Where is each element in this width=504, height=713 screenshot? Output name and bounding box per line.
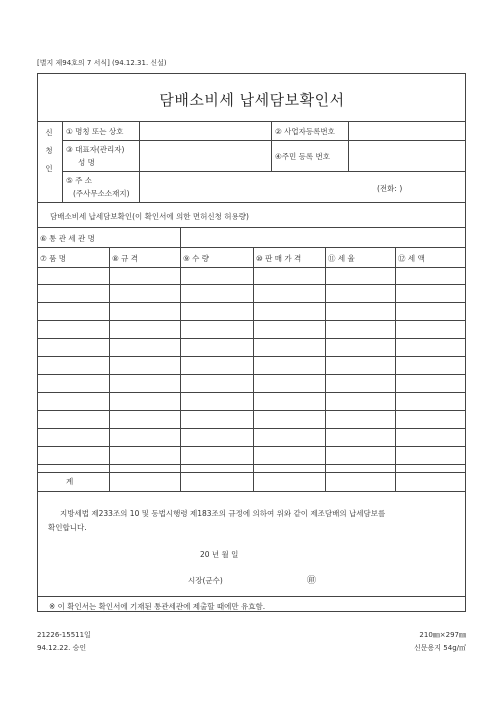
header-tax-rate: ⑪ 세 율 xyxy=(328,254,355,263)
table-row[interactable] xyxy=(38,375,465,391)
validity-note: ※ 이 확인서는 확인서에 기재된 통관세관에 제출할 때에만 유효함. xyxy=(49,602,266,611)
rep-name-label: 성 명 xyxy=(78,158,95,167)
customs-office-label: ⑥ 통 관 세 관 명 xyxy=(40,234,95,243)
paper-size: 210㎜×297㎜ xyxy=(419,631,466,639)
address-label: ⑤ 주 소 xyxy=(66,176,92,185)
applicant-label-3: 인 xyxy=(45,164,53,173)
table-row[interactable] xyxy=(38,357,465,373)
resident-field[interactable] xyxy=(350,143,463,169)
table-row[interactable] xyxy=(38,285,465,301)
approval-date: 94.12.22. 승인 xyxy=(37,644,87,652)
applicant-label-2: 청 xyxy=(45,146,53,155)
header-sale-price: ⑩ 판 매 가 격 xyxy=(256,254,302,263)
rep-name-field[interactable] xyxy=(141,143,269,169)
seal-mark: ㊞ xyxy=(307,576,317,586)
name-label: ① 명칭 또는 상호 xyxy=(66,127,124,136)
table-row[interactable] xyxy=(38,303,465,319)
paper-type: 신문용지 54g/㎡ xyxy=(414,644,466,652)
header-item-name: ⑦ 품 명 xyxy=(40,254,66,263)
header-spec: ⑧ 규 격 xyxy=(112,254,138,263)
table-row[interactable] xyxy=(38,339,465,355)
signer-label: 시장(군수) xyxy=(188,576,223,585)
table-row[interactable] xyxy=(38,321,465,337)
name-field[interactable] xyxy=(141,124,269,138)
table-row[interactable] xyxy=(38,393,465,409)
rep-label: ③ 대표자(관리자) xyxy=(66,145,125,154)
table-row[interactable] xyxy=(38,268,465,284)
total-row[interactable] xyxy=(110,473,465,490)
biz-reg-field[interactable] xyxy=(350,124,463,138)
phone-label: (전화: ) xyxy=(377,184,403,193)
address-sub-label: (주사무소소재지) xyxy=(73,189,130,198)
customs-office-field[interactable] xyxy=(182,229,463,245)
header-quantity: ⑨ 수 량 xyxy=(183,254,209,263)
resident-label: ④주민 등록 번호 xyxy=(275,152,330,161)
table-row[interactable] xyxy=(38,429,465,445)
biz-reg-label: ② 사업자등록번호 xyxy=(275,127,335,136)
statement-text: 지방세법 제233조의 10 및 동법시행령 제183조의 규정에 의하여 위와 같이 제조담배의 납세담보를 xyxy=(60,509,386,518)
confirmation-heading: 담배소비세 납세담보확인(이 확인서에 의한 면허신청 허용량) xyxy=(50,212,249,221)
date-line: 20 년 월 일 xyxy=(200,550,239,559)
table-row[interactable] xyxy=(38,411,465,427)
address-field[interactable] xyxy=(141,174,366,200)
table-row[interactable] xyxy=(38,447,465,463)
total-label: 계 xyxy=(66,477,74,486)
document-title: 담배소비세 납세담보확인서 xyxy=(159,91,345,109)
form-code: 21226-15511일 xyxy=(37,631,91,639)
applicant-label-1: 신 xyxy=(45,128,53,137)
statement-text-2: 확인합니다. xyxy=(48,523,87,532)
header-tax-amount: ⑫ 세 액 xyxy=(398,254,425,263)
form-reference: [별지 제94호의 7 서식] (94.12.31. 신설) xyxy=(37,59,167,67)
